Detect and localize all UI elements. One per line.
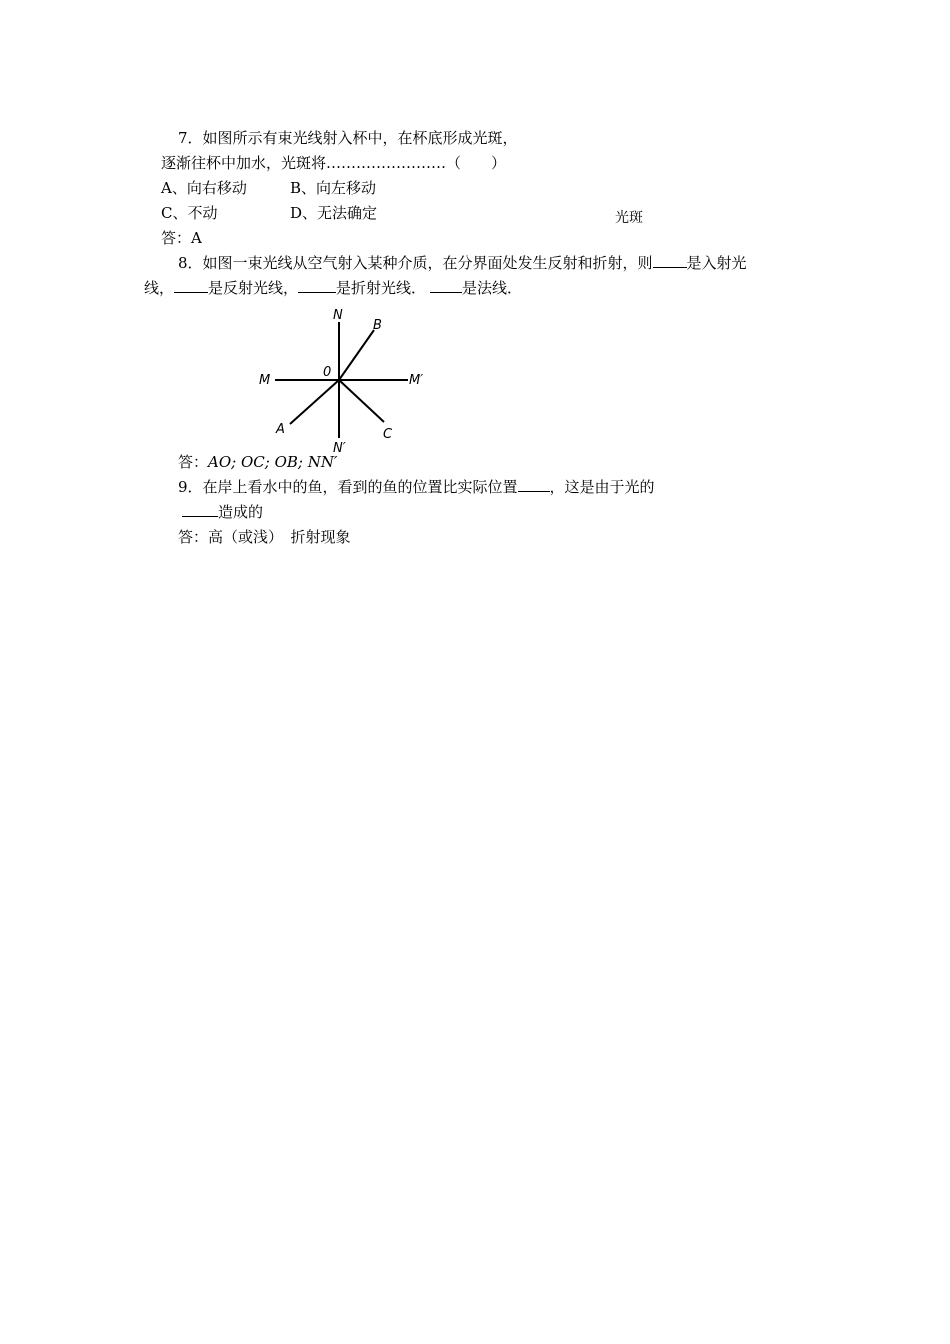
q8-line1 (178, 253, 747, 273)
q7-option-a: A、向右移动 (161, 179, 247, 197)
ray-ao (290, 380, 339, 424)
q8-blank-refracted (298, 278, 336, 293)
label-a: A (276, 422, 285, 437)
q8-answer-prefix: 答： (178, 453, 209, 471)
label-n-prime: N′ (333, 441, 346, 456)
q8-line2 (144, 278, 522, 298)
refraction-diagram (250, 300, 450, 460)
q9-text-2: ，这是由于光的 (549, 478, 655, 496)
q8-blank-reflected (174, 278, 208, 293)
q9-text-1: 9．在岸上看水中的鱼，看到的鱼的位置比实际位置 (178, 478, 518, 496)
q8-blank-normal (430, 278, 462, 293)
q8-text-1: 8．如图一束光线从空气射入某种介质，在分界面处发生反射和折射，则 (178, 254, 653, 272)
q8-text-5: 是折射光线． (336, 279, 427, 297)
q9-line1 (178, 477, 655, 497)
q8-text-6: 是法线． (462, 279, 523, 297)
q7-option-c: C、不动 (161, 204, 218, 222)
q7-option-d: D、无法确定 (290, 204, 378, 222)
q9-answer: 答：高（或浅） 折射现象 (178, 528, 351, 546)
ray-ob (339, 330, 374, 380)
q8-text-3: 线， (144, 279, 175, 297)
label-m-prime: M′ (409, 373, 424, 388)
q7-figure-label: 光斑 (615, 210, 643, 226)
label-b: B (373, 318, 382, 333)
q8-answer-text: AO; OC; OB; NN′ (208, 453, 338, 471)
label-c: C (383, 427, 393, 442)
q8-answer (178, 452, 337, 472)
q9-blank-position (518, 477, 550, 492)
q7-line1: 7．如图所示有束光线射入杯中，在杯底形成光斑， (178, 129, 518, 147)
ray-oc (339, 380, 384, 422)
q7-line2: 逐渐往杯中加水，光斑将……………………（ ） (161, 154, 507, 172)
label-m: M (259, 373, 271, 388)
q8-blank-incident (653, 253, 687, 268)
q8-text-4: 是反射光线， (208, 279, 299, 297)
q9-line2 (182, 502, 263, 522)
q8-text-2: 是入射光 (686, 254, 747, 272)
label-o: 0 (323, 365, 332, 380)
q7-option-b: B、向左移动 (290, 179, 377, 197)
q9-text-3: 造成的 (218, 503, 264, 521)
q7-answer: 答：A (161, 229, 202, 247)
q9-blank-phenomenon (182, 502, 218, 517)
label-n: N (333, 308, 343, 323)
